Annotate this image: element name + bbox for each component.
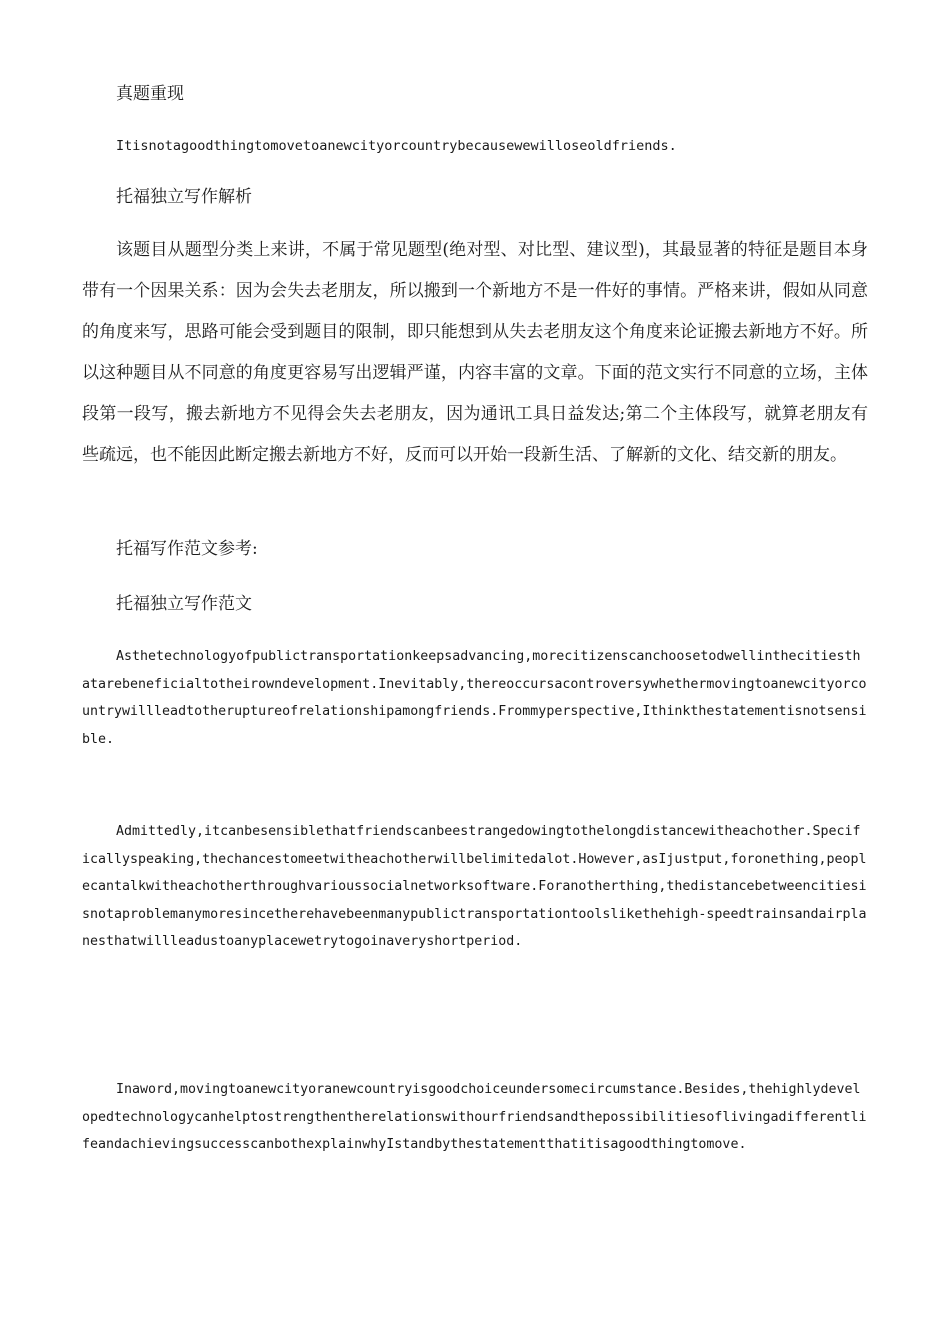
essay-paragraph-1: Asthetechnologyofpublictransportationkeepsadvancing,morecitizenscanchoosetodwellinthecitiesthatarebeneficialtotheirowndevelopment.Inevitably,thereoccursacontroversywhethermovingtoanewcityorcountrywillleadtotheruptureofrelationshipamongfriends.Frommyperspective,Ithinkthestatementisnotsensible. xyxy=(82,649,867,747)
analysis-paragraph: 该题目从题型分类上来讲，不属于常见题型(绝对型、对比型、建议型)，其最显著的特征是题目本身带有一个因果关系：因为会失去老朋友，所以搬到一个新地方不是一件好的事情。严格来讲，假如从同意的角度来写，思路可能会受到题目的限制，即只能想到从失去老朋友这个角度来论证搬去新地方不好。所以这种题目从不同意的角度更容易写出逻辑严谨，内容丰富的文章。下面的范文实行不同意的立场，主体段第一段写，搬去新地方不见得会失去老朋友，因为通讯工具日益发达;第二个主体段写，就算老朋友有些疏远，也不能因此断定搬去新地方不好，反而可以开始一段新生活、了解新的文化、结交新的朋友。 xyxy=(82,240,868,465)
analysis-heading: 托福独立写作解析 xyxy=(116,187,252,207)
prompt-text: Itisnotagoodthingtomovetoanewcityorcountrybecausewewilloseoldfriends. xyxy=(116,138,677,154)
essay-paragraph-2: Admittedly,itcanbesensiblethatfriendscanbeestrangedowingtothelongdistancewitheachother.Specificallyspeaking,thechancestomeetwitheachotherwillbelimitedalot.However,asIjustput,foronething,peoplecantalkwitheachotherthroughvarioussocialnetworksoftware.Foranotherthing,thedistancebetweencitiesisnotaproblemanymoresincetherehavebeenmanypublictransportationtoolslikethehigh-speedtrainsandairplanesthatwillleadustoanyplacewetrytogoinaveryshortperiod. xyxy=(82,824,867,949)
prompt-heading: 真题重现 xyxy=(116,84,184,104)
sample-essay-heading: 托福独立写作范文 xyxy=(116,594,252,614)
essay-paragraph-3: Inaword,movingtoanewcityoranewcountryisgoodchoiceundersomecircumstance.Besides,thehighlydevelopedtechnologycanhelptostrengthentherelationswithourfriendsandthepossibilitiesoflivingadifferentlifeandachievingsuccesscanbothexplainwhyIstandbythestatementthatitisagoodthingtomove. xyxy=(82,1082,867,1152)
reference-heading: 托福写作范文参考: xyxy=(116,539,258,559)
